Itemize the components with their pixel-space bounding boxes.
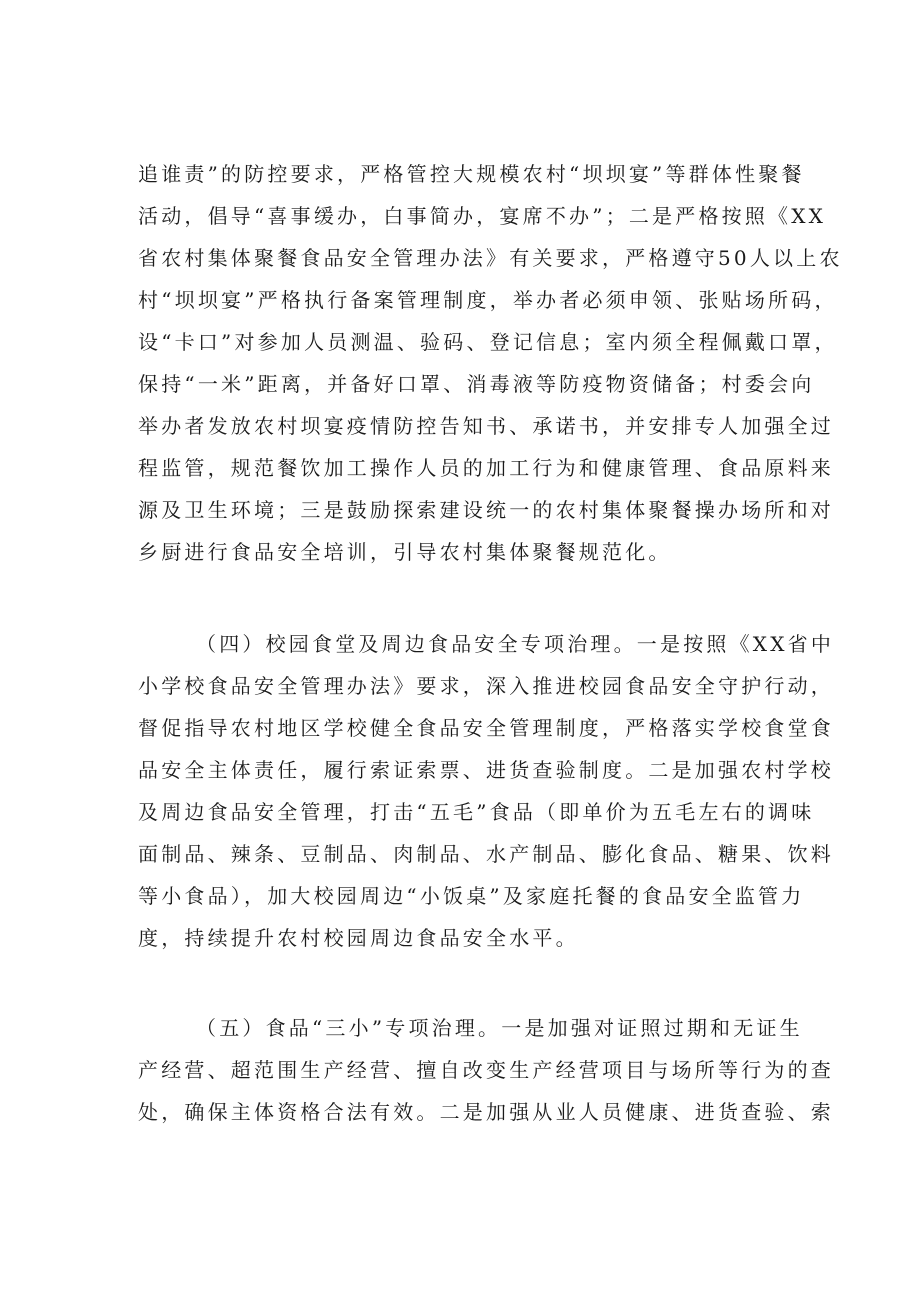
paragraph: [138, 1011, 834, 1130]
text-line: 及周边食品安全管理，打击“五毛”食品（即单价为五毛左右的调味: [138, 800, 815, 824]
text-line: 品安全主体责任，履行索证索票、进货查验制度。二是加强农村学校: [138, 758, 834, 782]
text-line: 源及卫生环境；三是鼓励探索建设统一的农村集体聚餐操办场所和对: [138, 498, 834, 522]
paragraph-continuation: [138, 157, 843, 570]
text-line: 乡厨进行食品安全培训，引导农村集体聚餐规范化。: [138, 540, 672, 564]
paragraph-section-5: [138, 1011, 834, 1130]
text-line: 保持“一米”距离，并备好口罩、消毒液等防疫物资储备；村委会向: [138, 372, 815, 396]
text-line: 产经营、超范围生产经营、擅自改变生产经营项目与场所等行为的查: [138, 1058, 834, 1082]
text-line: 程监管，规范餐饮加工操作人员的加工行为和健康管理、食品原料来: [138, 456, 834, 480]
paragraph: [138, 157, 843, 570]
text-line: 度，持续提升农村校园周边食品安全水平。: [138, 926, 579, 950]
text-line: 小学校食品安全管理办法》要求，深入推进校园食品安全守护行动，: [138, 674, 834, 698]
text-line: 活动，倡导“喜事缓办，白事简办，宴席不办”；二是严格按照《XX: [138, 204, 827, 228]
text-line: 处，确保主体资格合法有效。二是加强从业人员健康、进货查验、索: [138, 1100, 834, 1124]
text-line: 举办者发放农村坝宴疫情防控告知书、承诺书，并安排专人加强全过: [138, 414, 834, 438]
paragraph: [138, 627, 835, 956]
text-line: 省农村集体聚餐食品安全管理办法》有关要求，严格遵守50人以上农: [138, 246, 843, 270]
text-line: 村“坝坝宴”严格执行备案管理制度，举办者必须申领、张贴场所码，: [138, 288, 838, 312]
text-line: 设“卡口”对参加人员测温、验码、登记信息；室内须全程佩戴口罩，: [138, 330, 838, 354]
text-line: 督促指导农村地区学校健全食品安全管理制度，严格落实学校食堂食: [138, 716, 834, 740]
text-line: 追谁责”的防控要求，严格管控大规模农村“坝坝宴”等群体性聚餐: [138, 162, 805, 186]
section-heading-line: （五）食品“三小”专项治理。一是加强对证照过期和无证生: [196, 1016, 803, 1040]
text-line: 等小食品），加大校园周边“小饭桌”及家庭托餐的食品安全监管力: [138, 884, 805, 908]
paragraph-section-4: [138, 627, 835, 956]
text-line: 面制品、辣条、豆制品、肉制品、水产制品、膨化食品、糖果、饮料: [138, 842, 834, 866]
section-heading-line: （四）校园食堂及周边食品安全专项治理。一是按照《XX省中: [196, 632, 835, 656]
